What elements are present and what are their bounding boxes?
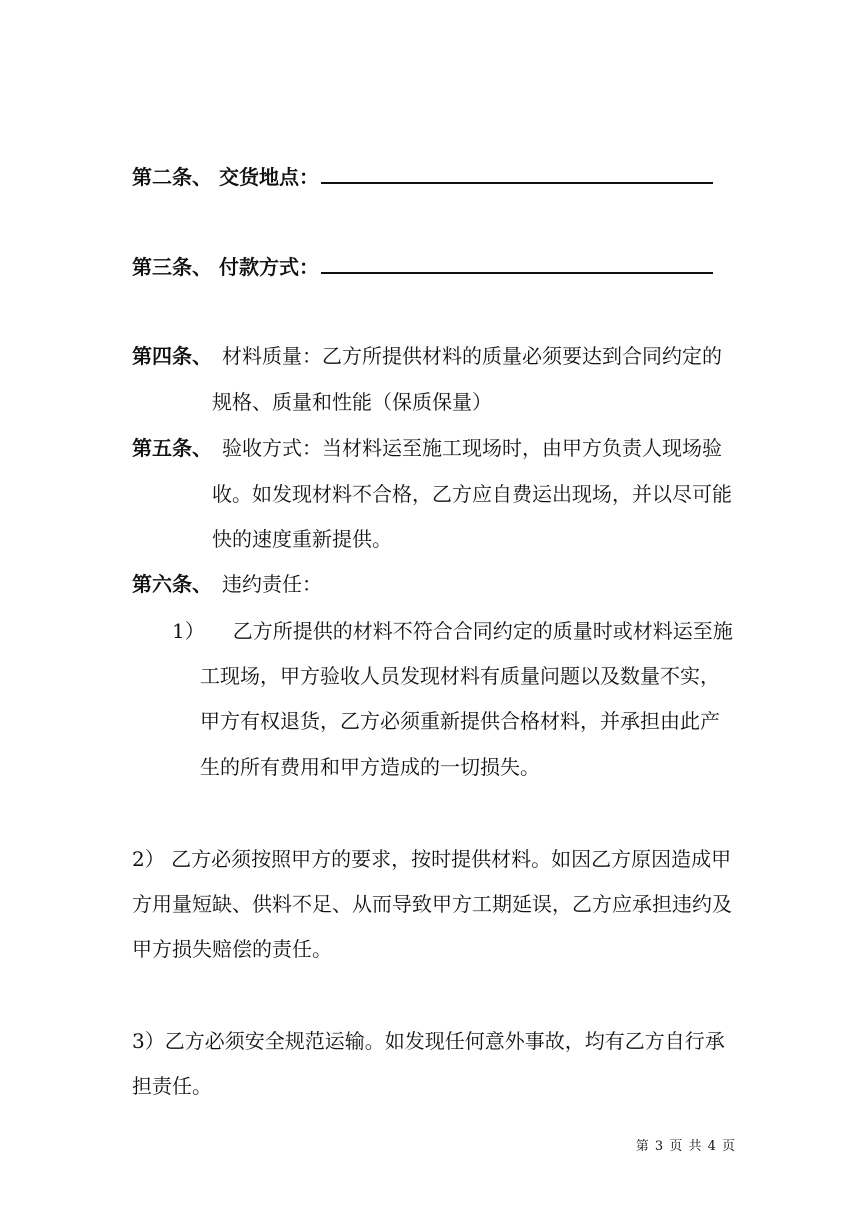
item-1-line-3: 甲方有权退货，乙方必须重新提供合格材料，并承担由此产: [200, 709, 720, 733]
delivery-location-blank: [321, 162, 713, 184]
item-1-row: [172, 617, 733, 645]
article-4-row: [132, 342, 722, 370]
item-3-line-1: 3）乙方必须安全规范运输。如发现任何意外事故，均有乙方自行承: [132, 1029, 725, 1053]
item-1-line-1: 乙方所提供的材料不符合合同约定的质量时或材料运至施: [232, 619, 733, 643]
item-2-line-1: 2） 乙方必须按照甲方的要求，按时提供材料。如因乙方原因造成甲: [132, 847, 732, 871]
article-5-line-2: 收。如发现材料不合格，乙方应自费运出现场，并以尽可能: [212, 482, 732, 506]
article-4-line-2: 规格、质量和性能（保质保量）: [212, 390, 492, 414]
payment-method-blank: [321, 252, 713, 274]
item-1-number: 1）: [172, 619, 205, 643]
article-5-heading: 第五条、: [132, 436, 212, 460]
article-6-row: [132, 570, 322, 598]
page-number-footer: 第 3 页 共 4 页: [635, 1139, 736, 1154]
article-2-heading: 第二条、 交货地点：: [132, 165, 319, 189]
article-2-row: [132, 162, 713, 191]
item-2-line-3: 甲方损失赔偿的责任。: [132, 937, 332, 961]
article-6-title: 违约责任：: [222, 572, 322, 596]
item-3-line-2: 担责任。: [132, 1074, 212, 1098]
article-5-line-1: 验收方式：当材料运至施工现场时，由甲方负责人现场验: [222, 436, 722, 460]
article-3-row: [132, 252, 713, 281]
article-4-heading: 第四条、: [132, 344, 212, 368]
article-5-line-3: 快的速度重新提供。: [212, 527, 392, 551]
item-1-line-2: 工现场，甲方验收人员发现材料有质量问题以及数量不实，: [200, 664, 720, 688]
item-2-line-2: 方用量短缺、供料不足、从而导致甲方工期延误，乙方应承担违约及: [132, 892, 732, 916]
item-1-line-4: 生的所有费用和甲方造成的一切损失。: [200, 755, 540, 779]
article-3-heading: 第三条、 付款方式：: [132, 255, 319, 279]
article-5-row: [132, 434, 722, 462]
article-4-line-1: 材料质量：乙方所提供材料的质量必须要达到合同约定的: [222, 344, 722, 368]
article-6-heading: 第六条、: [132, 572, 212, 596]
